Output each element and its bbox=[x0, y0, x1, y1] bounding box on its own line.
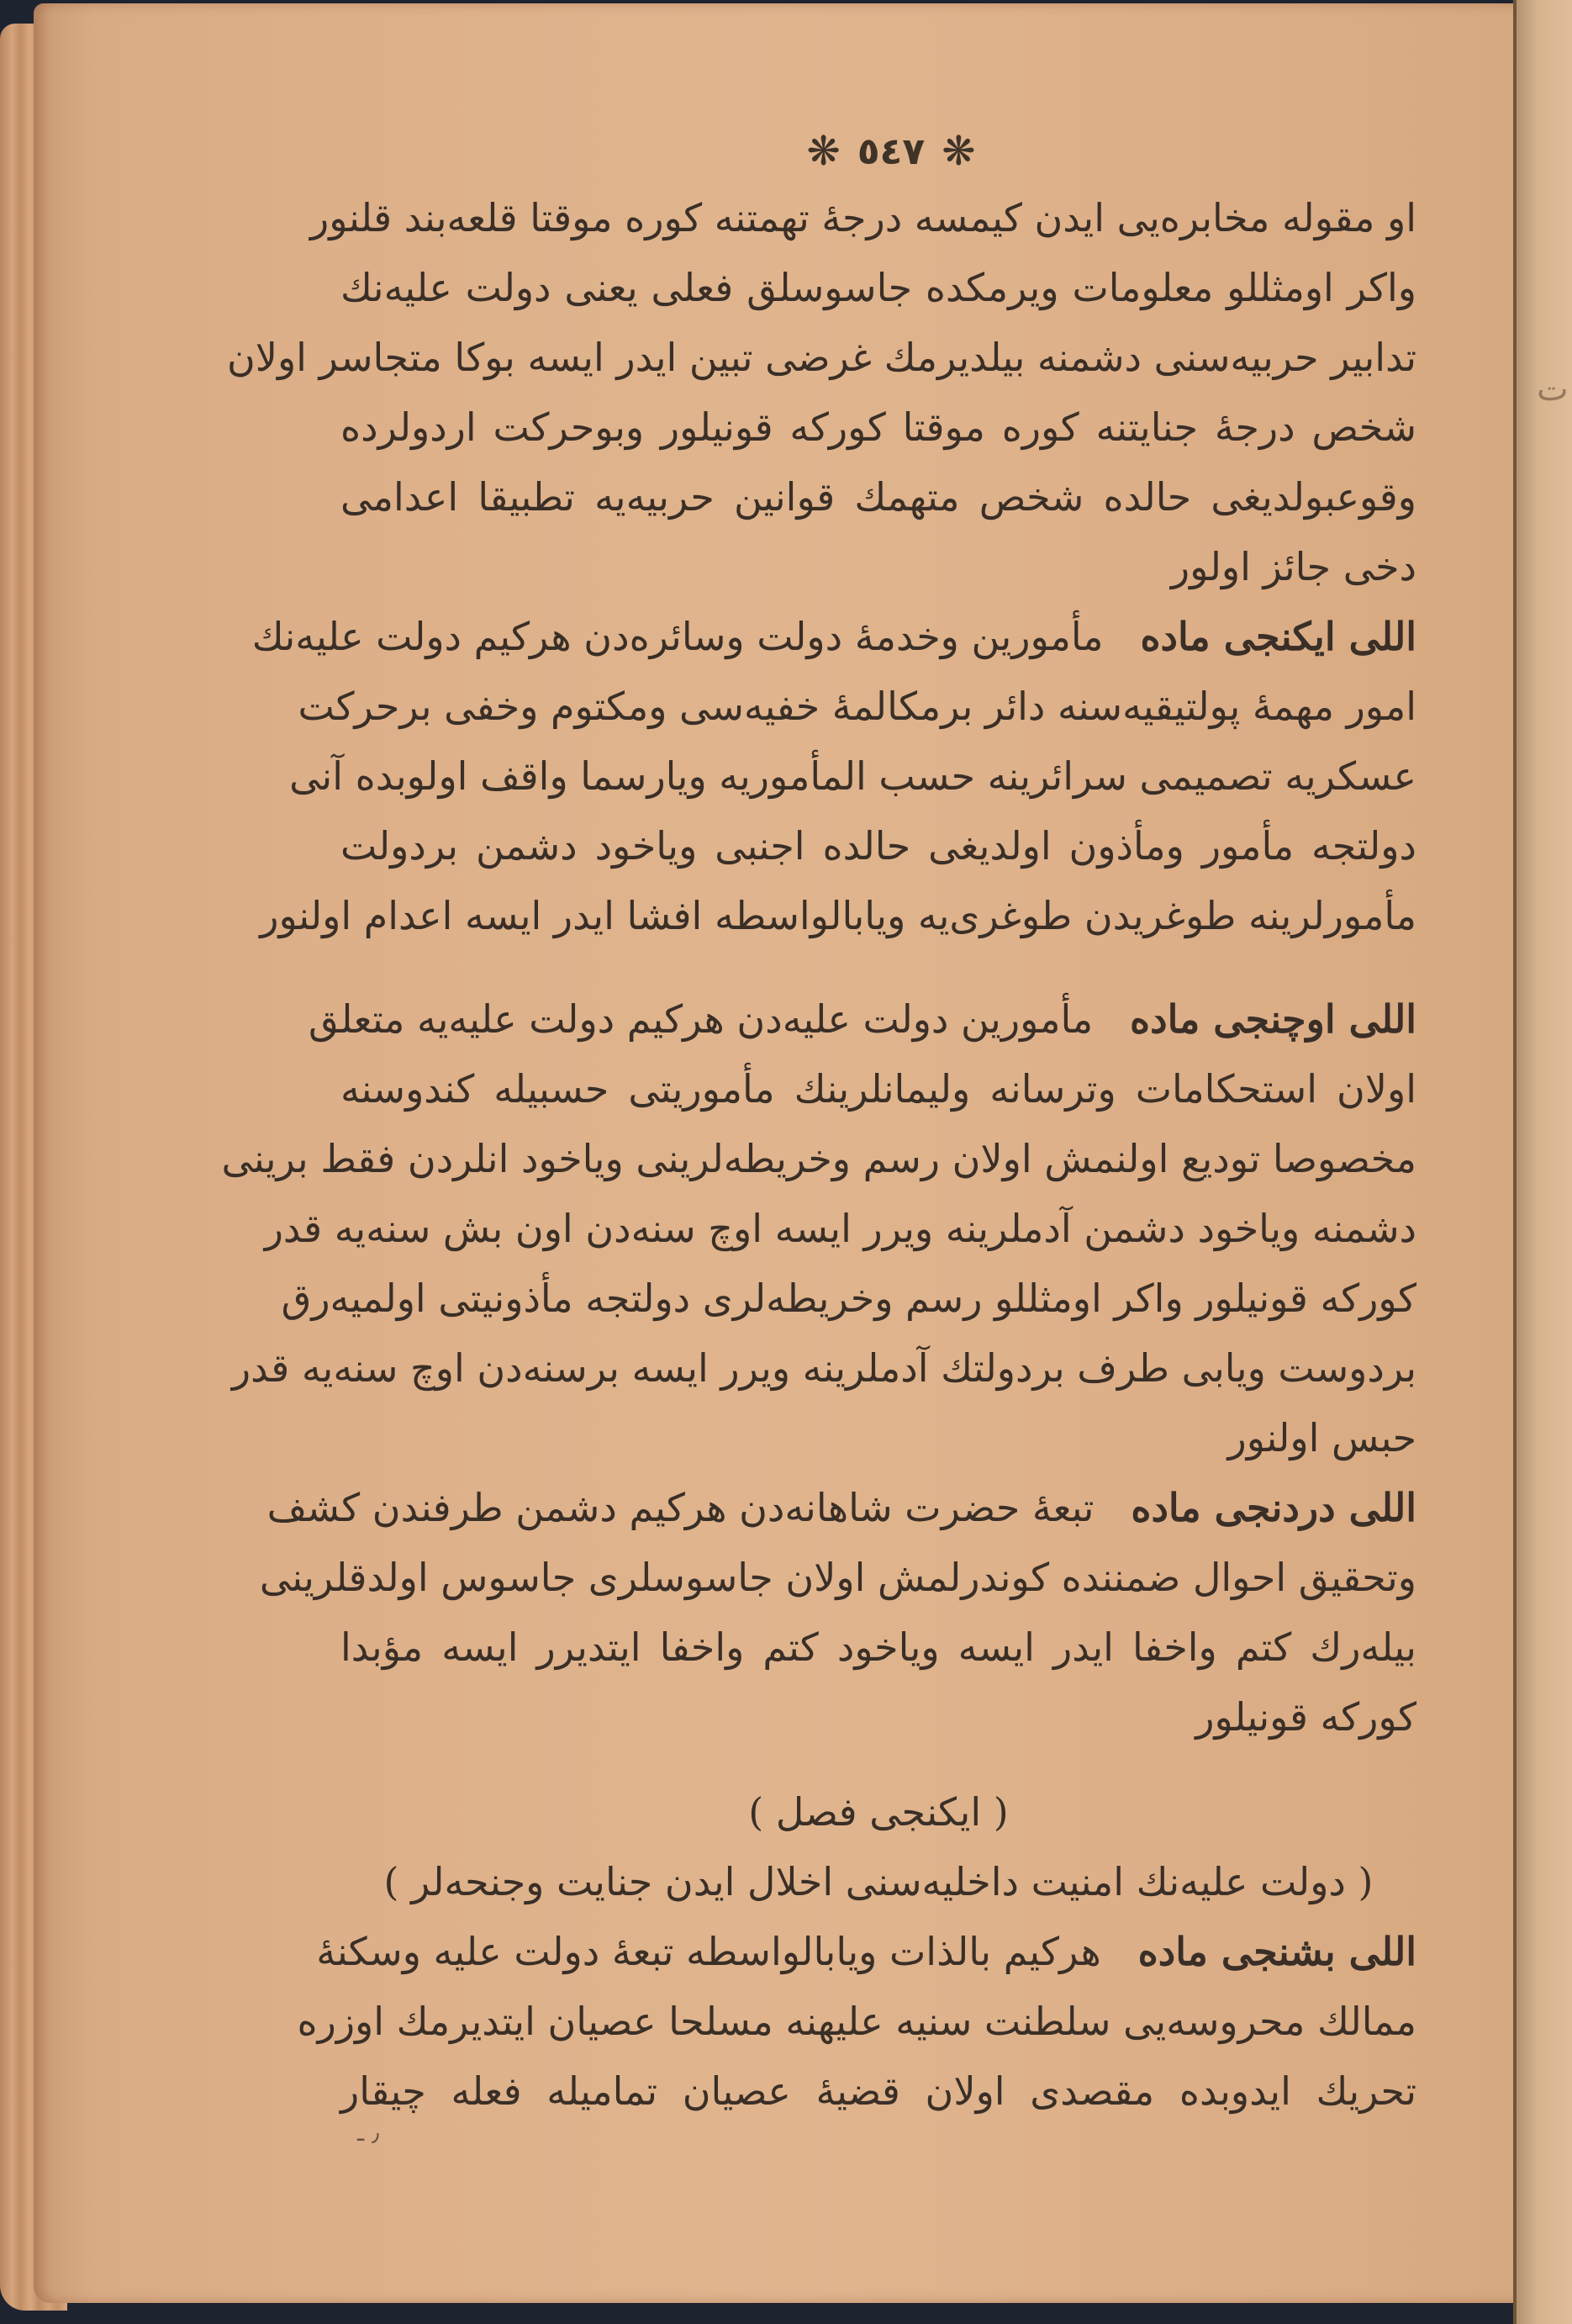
text-line: ممالك محروسه‌یی سلطنت سنیه علیهنه مسلحا عصیان ایتدیرمك اوزره bbox=[297, 1999, 1416, 2044]
text-line: مخصوصا تودیع اولنمش اولان رسم وخریطه‌لرینی ویاخود انلردن فقط برینی bbox=[221, 1136, 1416, 1181]
article-text: مأمورین دولت علیه‌دن هرکیم دولت علیه‌یه متعلق bbox=[309, 996, 1094, 1042]
text-line: بیله‌رك کتم واخفا ایدر ایسه ویاخود کتم واخفا ایتدیرر ایسه مؤبدا bbox=[340, 1624, 1416, 1670]
text-line: تحریك ایدوبده مقصدی اولان قضیهٔ عصیان تمامیله فعله چیقار bbox=[340, 2068, 1416, 2114]
printer-mark: ٫ ـ bbox=[357, 2119, 380, 2147]
article-text: تبعهٔ حضرت شاهانه‌دن هرکیم دشمن طرفندن کشف bbox=[266, 1485, 1095, 1530]
text-line: دشمنه ویاخود دشمن آدملرینه ویرر ایسه اوچ سنه‌دن اون بش سنه‌یه قدر bbox=[264, 1206, 1416, 1251]
text-line: وقوعبولدیغی حالده شخص متهمك قوانین حربیه‌یه تطبیقا اعدامی bbox=[340, 474, 1416, 520]
article-63 bbox=[221, 985, 1416, 1473]
text-line: عسکریه تصمیمی سرائرینه حسب المأموریه ویارسما واقف اولوبده آنی bbox=[289, 753, 1416, 799]
flower-ornament-icon: ❋ bbox=[942, 128, 976, 175]
text-line: مأمورلرینه طوغریدن طوغری‌یه ویابالواسطه افشا ایدر ایسه اعدام اولنور bbox=[260, 893, 1416, 938]
facing-page-glyph: ﺕ bbox=[1537, 370, 1569, 409]
page-header bbox=[799, 118, 984, 185]
text-line bbox=[309, 985, 1416, 1054]
paragraph-gap bbox=[340, 1752, 1416, 1777]
section-title: ( ایکنجی فصل ) bbox=[748, 1789, 1009, 1835]
text-line: واکر اومثللو معلومات ویرمکده جاسوسلق فعلی یعنی دولت علیه‌نك bbox=[340, 265, 1416, 310]
page-number: ٥٤٧ bbox=[857, 129, 926, 173]
article-text: مأمورین وخدمهٔ دولت وسائره‌دن هرکیم دولت علیه‌نك bbox=[251, 614, 1104, 659]
text-line: دخی جائز اولور bbox=[1170, 544, 1416, 589]
text-line bbox=[266, 1473, 1416, 1543]
paragraph-continuation bbox=[226, 183, 1416, 602]
text-line: او مقوله مخابره‌یی ایدن کیمسه درجهٔ تهمتنه کوره موقتا قلعه‌بند قلنور bbox=[310, 195, 1416, 240]
article-62 bbox=[251, 602, 1416, 951]
facing-page-edge bbox=[1517, 0, 1572, 2324]
text-line: دولتجه مأمور ومأذون اولدیغی حالده اجنبی ویاخود دشمن بردولت bbox=[340, 823, 1416, 869]
text-line: اولان استحکامات وترسانه ولیمانلرینك مأموریتی حسبیله کندوسنه bbox=[340, 1066, 1416, 1112]
text-line: امور مهمهٔ پولتیقیه‌سنه دائر برمکالمهٔ خفیه‌سی ومکتوم وخفی برحرکت bbox=[298, 684, 1416, 729]
article-64 bbox=[259, 1473, 1416, 1752]
text-line: حبس اولنور bbox=[1227, 1415, 1416, 1460]
article-65 bbox=[297, 1917, 1416, 2126]
article-text: هرکیم بالذات ویابالواسطه تبعهٔ دولت علیه وسکنهٔ bbox=[316, 1929, 1101, 1974]
body-text bbox=[221, 183, 1416, 2126]
text-line: تدابیر حربیه‌سنی دشمنه بیلدیرمك غرضی تبین ایدر ایسه بوکا متجاسر اولان bbox=[226, 335, 1416, 380]
text-line: کورکه قونیلور واکر اومثللو رسم وخریطه‌لری دولتجه مأذونیتی اولمیه‌رق bbox=[281, 1276, 1416, 1321]
article-label: اللی بشنجی ماده bbox=[1137, 1929, 1416, 1974]
article-label: اللی اوچنجی ماده bbox=[1130, 996, 1416, 1042]
text-line: کورکه قونیلور bbox=[1195, 1694, 1416, 1740]
article-label: اللی ایکنجی ماده bbox=[1140, 614, 1416, 659]
text-line bbox=[251, 602, 1416, 672]
text-line: بردوست ویابی طرف بردولتك آدملرینه ویرر ایسه برسنه‌دن اوچ سنه‌یه قدر bbox=[231, 1345, 1416, 1391]
section-subtitle: ( دولت علیه‌نك امنیت داخلیه‌سنی اخلال ایدن جنایت وجنحه‌لر ) bbox=[383, 1859, 1374, 1904]
text-line: شخص درجهٔ جنایتنه کوره موقتا کورکه قونیلور وبوحرکت اردولرده bbox=[340, 404, 1416, 450]
flower-ornament-icon: ❋ bbox=[806, 128, 841, 175]
paragraph-gap bbox=[340, 951, 1416, 985]
text-line: وتحقیق احوال ضمننده کوندرلمش اولان جاسوسلری جاسوس اولدقلرینی bbox=[259, 1555, 1416, 1600]
article-label: اللی دردنجی ماده bbox=[1131, 1485, 1416, 1530]
text-line bbox=[316, 1917, 1416, 1987]
